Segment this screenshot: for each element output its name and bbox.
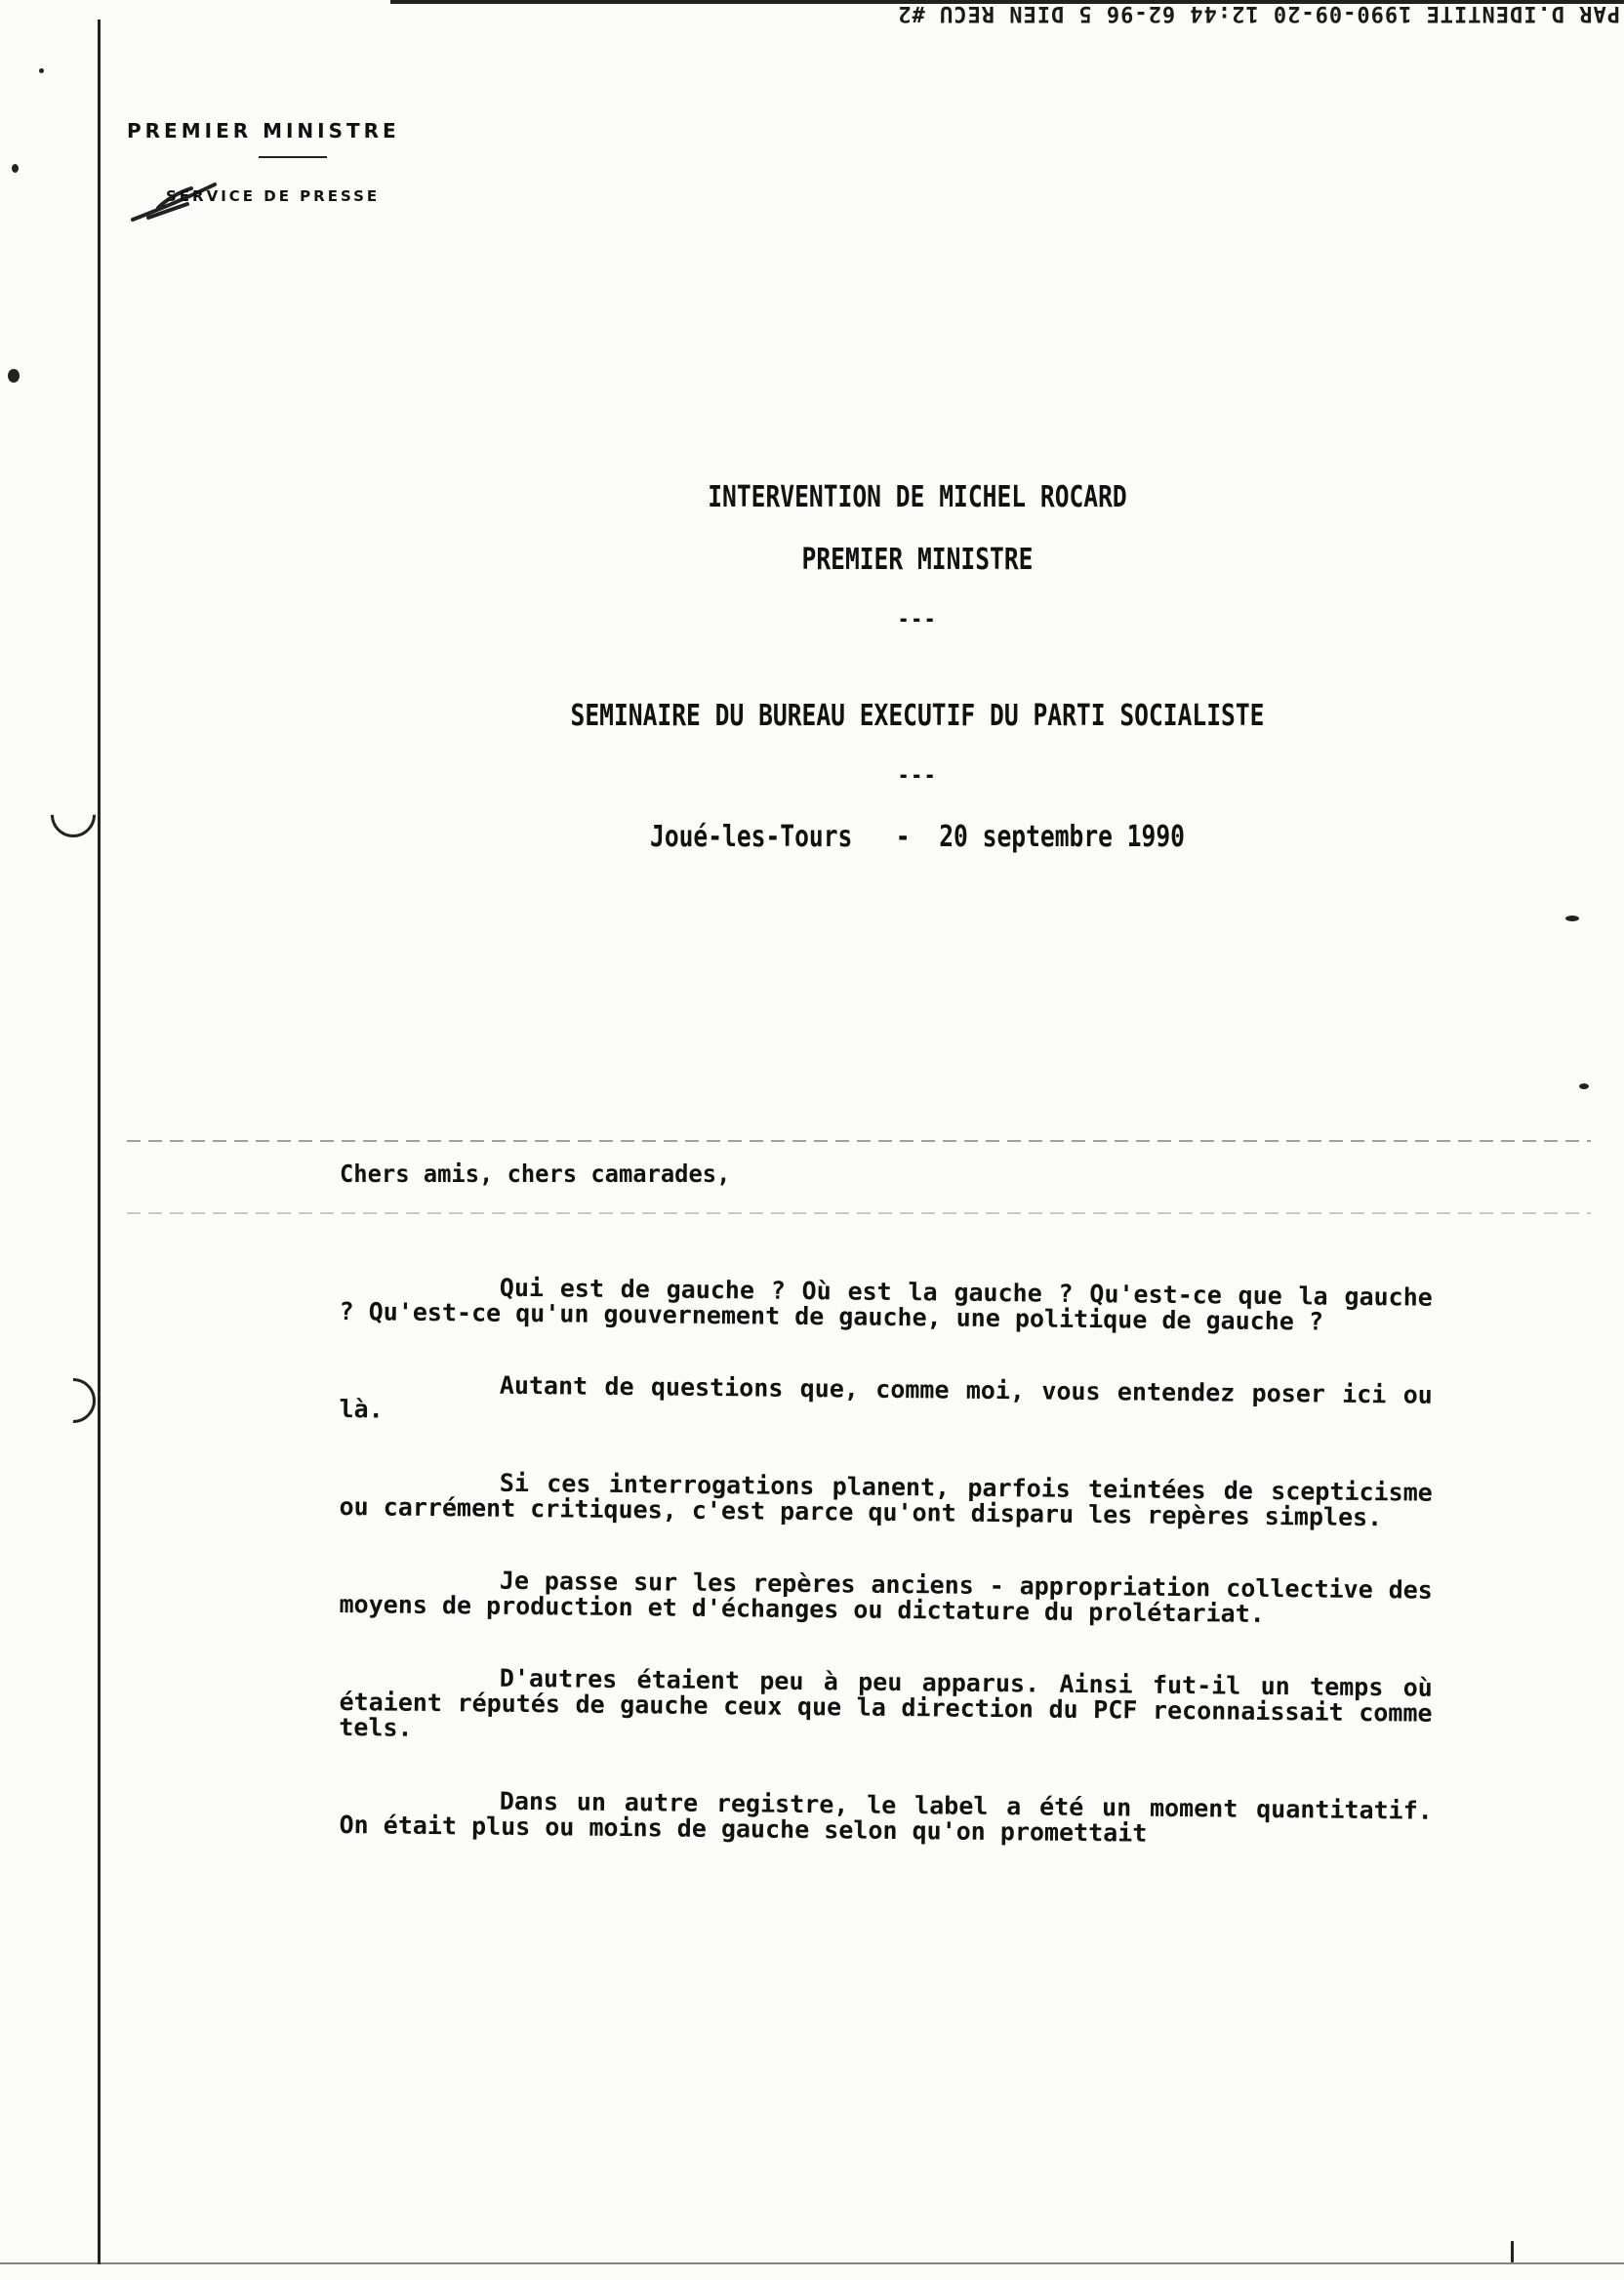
paragraph: Autant de questions que, comme moi, vous entendez poser ici ou là. — [339, 1370, 1433, 1424]
binding-margin-line — [98, 20, 101, 2264]
paragraph: Qui est de gauche ? Où est la gauche ? Qu'est-ce que la gauche ? Qu'est-ce qu'un gouvernement de gauche, une politique de gauche ? — [339, 1273, 1433, 1336]
event-name: SEMINAIRE DU BUREAU EXECUTIF DU PARTI SOCIALISTE — [570, 699, 1265, 733]
speaker-role: PREMIER MINISTRE — [801, 543, 1034, 577]
paragraph: Dans un autre registre, le label a été un moment quantitatif. On était plus ou moins de gauche selon qu'on promettait — [339, 1786, 1433, 1848]
scan-bottom-edge — [0, 2262, 1624, 2264]
speech-body — [340, 1160, 1433, 1885]
letterhead-title: PREMIER MINISTRE — [127, 119, 400, 142]
paragraph: Si ces interrogations planent, parfois teintées de scepticisme ou carrément critiques, c'est parce qu'ont disparu les repères simples. — [339, 1468, 1433, 1532]
punch-hole — [41, 1368, 104, 1432]
speech-title: INTERVENTION DE MICHEL ROCARD — [708, 480, 1127, 514]
scan-speck — [12, 164, 19, 173]
scan-speck — [1579, 1083, 1589, 1089]
handwritten-mark-icon — [129, 171, 236, 239]
fax-transmission-header: PAR D.IDENTITE 1990-09-20 12:44 62-96 5 DIEN RECU #2 — [897, 1, 1620, 25]
salutation: Chers amis, chers camarades, — [340, 1160, 731, 1188]
scan-speck — [39, 68, 44, 73]
fold-crease — [127, 1140, 1591, 1142]
paragraph: Je passe sur les repères anciens - appropriation collective des moyens de production et d'échanges ou dictature du prolétariat. — [339, 1566, 1433, 1628]
title-separator: --- — [897, 605, 938, 632]
punch-hole — [41, 783, 104, 846]
scan-speck — [8, 369, 20, 383]
title-separator: --- — [897, 761, 938, 789]
scan-speck — [1511, 2241, 1514, 2262]
place-and-date: Joué-les-Tours - 20 septembre 1990 — [650, 820, 1185, 854]
letterhead-service: SERVICE DE PRESSE — [166, 187, 381, 205]
scan-speck — [1565, 916, 1579, 921]
paragraph: D'autres étaient peu à peu apparus. Ainsi fut-il un temps où étaient réputés de gauche ceux que la direction du PCF reconnaissait comme tels. — [339, 1663, 1433, 1742]
letterhead-rule — [259, 156, 327, 158]
